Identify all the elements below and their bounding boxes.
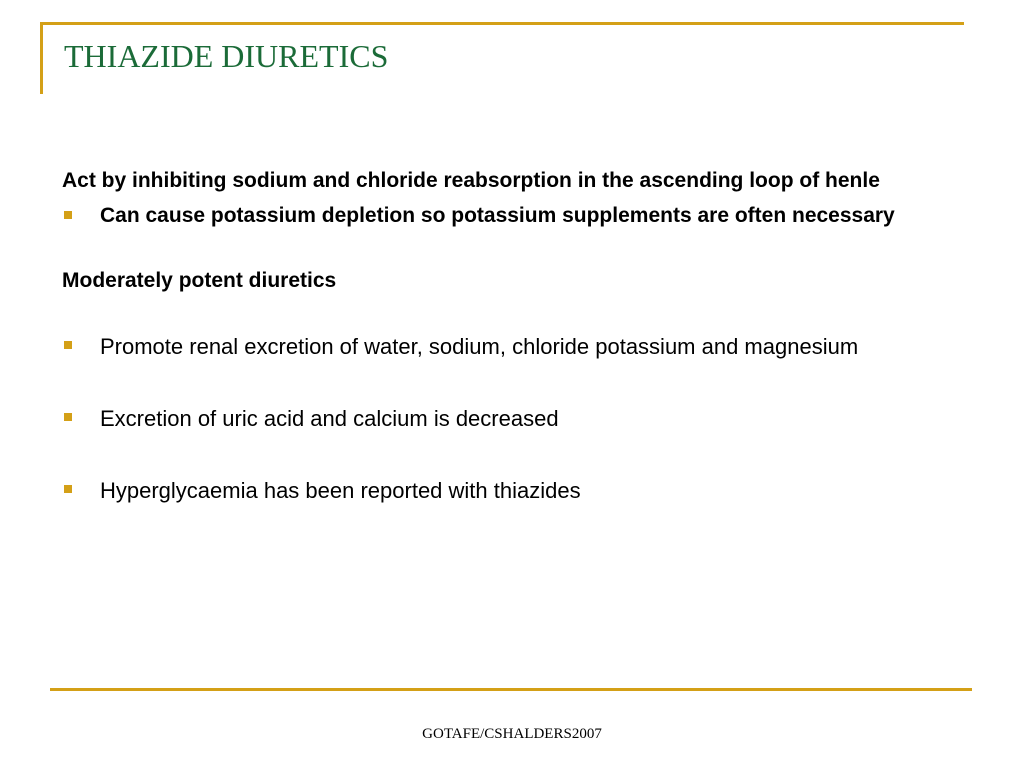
square-bullet-icon (64, 341, 72, 349)
bullet-item-uric-acid (62, 403, 962, 435)
footer-divider (50, 688, 972, 691)
bullet-text: Hyperglycaemia has been reported with thiazides (100, 478, 581, 503)
square-bullet-icon (64, 413, 72, 421)
slide-body (62, 166, 962, 507)
footer-text: GOTAFE/CSHALDERS2007 (422, 726, 602, 742)
intro-paragraph: Act by inhibiting sodium and chloride reabsorption in the ascending loop of henle (62, 169, 880, 192)
square-bullet-icon (64, 485, 72, 493)
footer (0, 726, 1024, 743)
bullet-item-hyperglycaemia (62, 475, 962, 507)
title-frame-horizontal-rule (40, 22, 964, 25)
subheading: Moderately potent diuretics (62, 269, 337, 292)
bullet-item-excretion (62, 331, 962, 363)
bullet-text: Can cause potassium depletion so potassium supplements are often necessary (100, 204, 895, 227)
square-bullet-icon (64, 211, 72, 219)
bullet-text: Promote renal excretion of water, sodium, chloride potassium and magnesium (100, 334, 859, 359)
slide-title: THIAZIDE DIURETICS (64, 38, 389, 74)
title-frame-vertical-rule (40, 22, 43, 94)
bullet-item-potassium (62, 201, 962, 230)
bullet-text: Excretion of uric acid and calcium is decreased (100, 406, 559, 431)
